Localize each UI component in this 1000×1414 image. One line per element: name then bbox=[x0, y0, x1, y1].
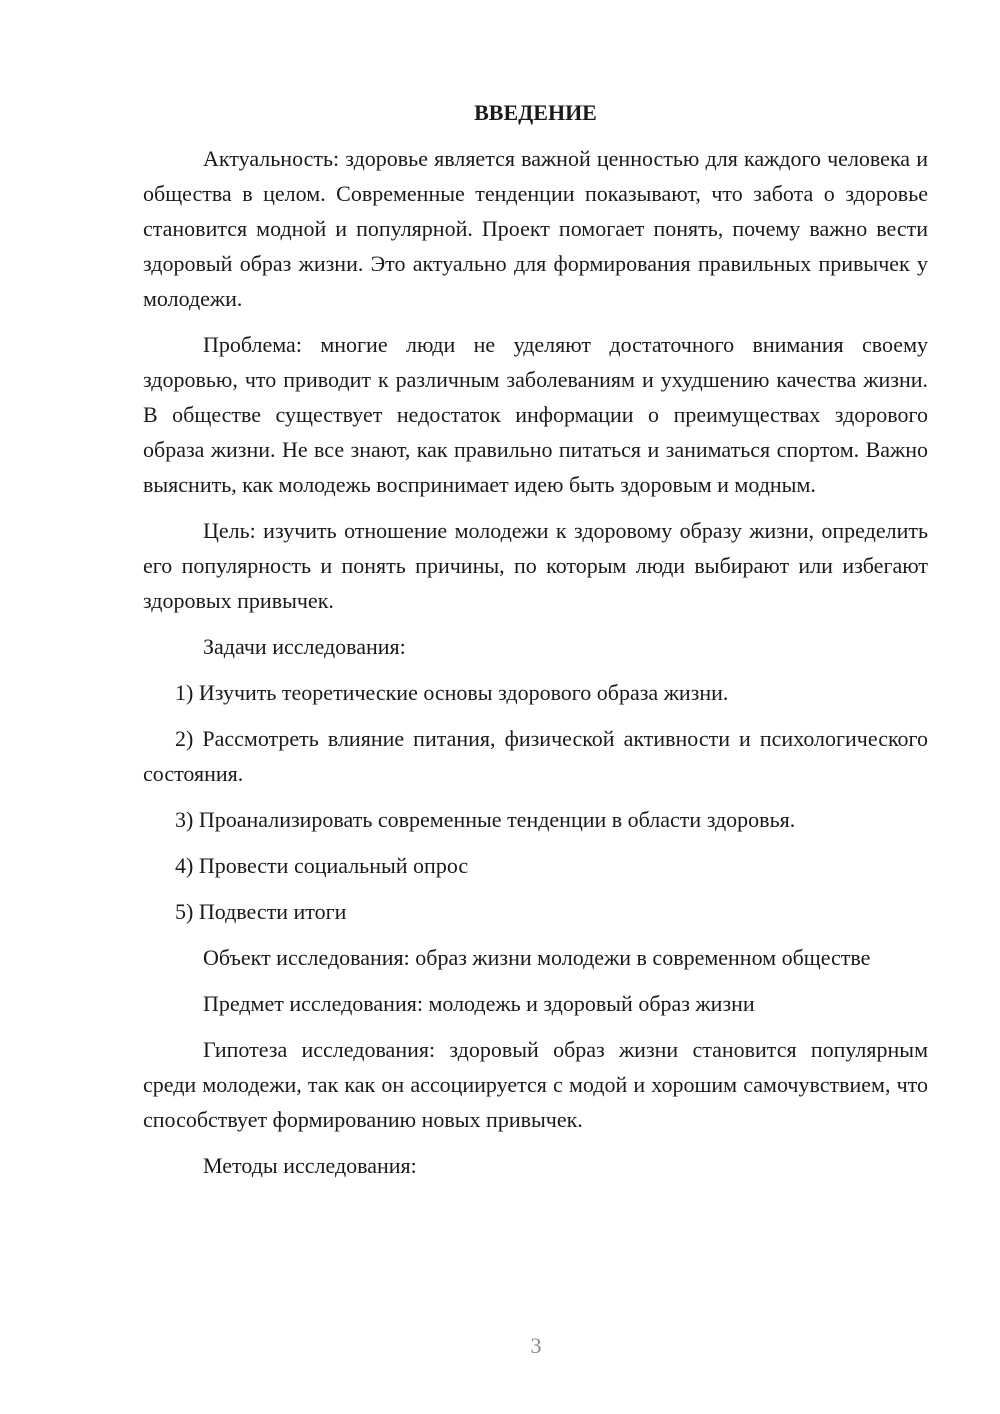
relevance-paragraph: Актуальность: здоровье является важной ценностью для каждого человека и общества в целом. Современные тенденции показывают, что забота о здоровье становится модной и популярной. Проект помогает понять, почему важно вести здоровый образ жизни. Это актуально для формирования правильных привычек у молодежи. bbox=[143, 146, 928, 311]
task-item: 1) Изучить теоретические основы здорового образа жизни. bbox=[175, 680, 729, 705]
page-number: 3 bbox=[530, 1333, 542, 1358]
task-item: 3) Проанализировать современные тенденции в области здоровья. bbox=[175, 807, 796, 832]
task-item: 2) Рассмотреть влияние питания, физической активности и психологического состояния. bbox=[143, 726, 928, 786]
methods-heading: Методы исследования: bbox=[203, 1153, 417, 1178]
hypothesis-paragraph: Гипотеза исследования: здоровый образ жизни становится популярным среди молодежи, так как он ассоциируется с модой и хорошим самочувствием, что способствует формированию новых привычек. bbox=[143, 1037, 928, 1132]
subject-paragraph: Предмет исследования: молодежь и здоровый образ жизни bbox=[203, 991, 755, 1016]
tasks-heading: Задачи исследования: bbox=[203, 634, 406, 659]
problem-paragraph: Проблема: многие люди не уделяют достаточного внимания своему здоровью, что приводит к различным заболеваниям и ухудшению качества жизни. В обществе существует недостаток информации о преимуществах здорового образа жизни. Не все знают, как правильно питаться и заниматься спортом. Важно выяснить, как молодежь воспринимает идею быть здоровым и модным. bbox=[143, 332, 928, 497]
object-paragraph: Объект исследования: образ жизни молодежи в современном обществе bbox=[203, 945, 871, 970]
section-heading: ВВЕДЕНИЕ bbox=[474, 100, 597, 125]
task-item: 4) Провести социальный опрос bbox=[175, 853, 469, 878]
page-content bbox=[143, 95, 928, 1194]
goal-paragraph: Цель: изучить отношение молодежи к здоровому образу жизни, определить его популярность и понять причины, по которым люди выбирают или избегают здоровых привычек. bbox=[143, 518, 928, 613]
task-item: 5) Подвести итоги bbox=[175, 899, 347, 924]
